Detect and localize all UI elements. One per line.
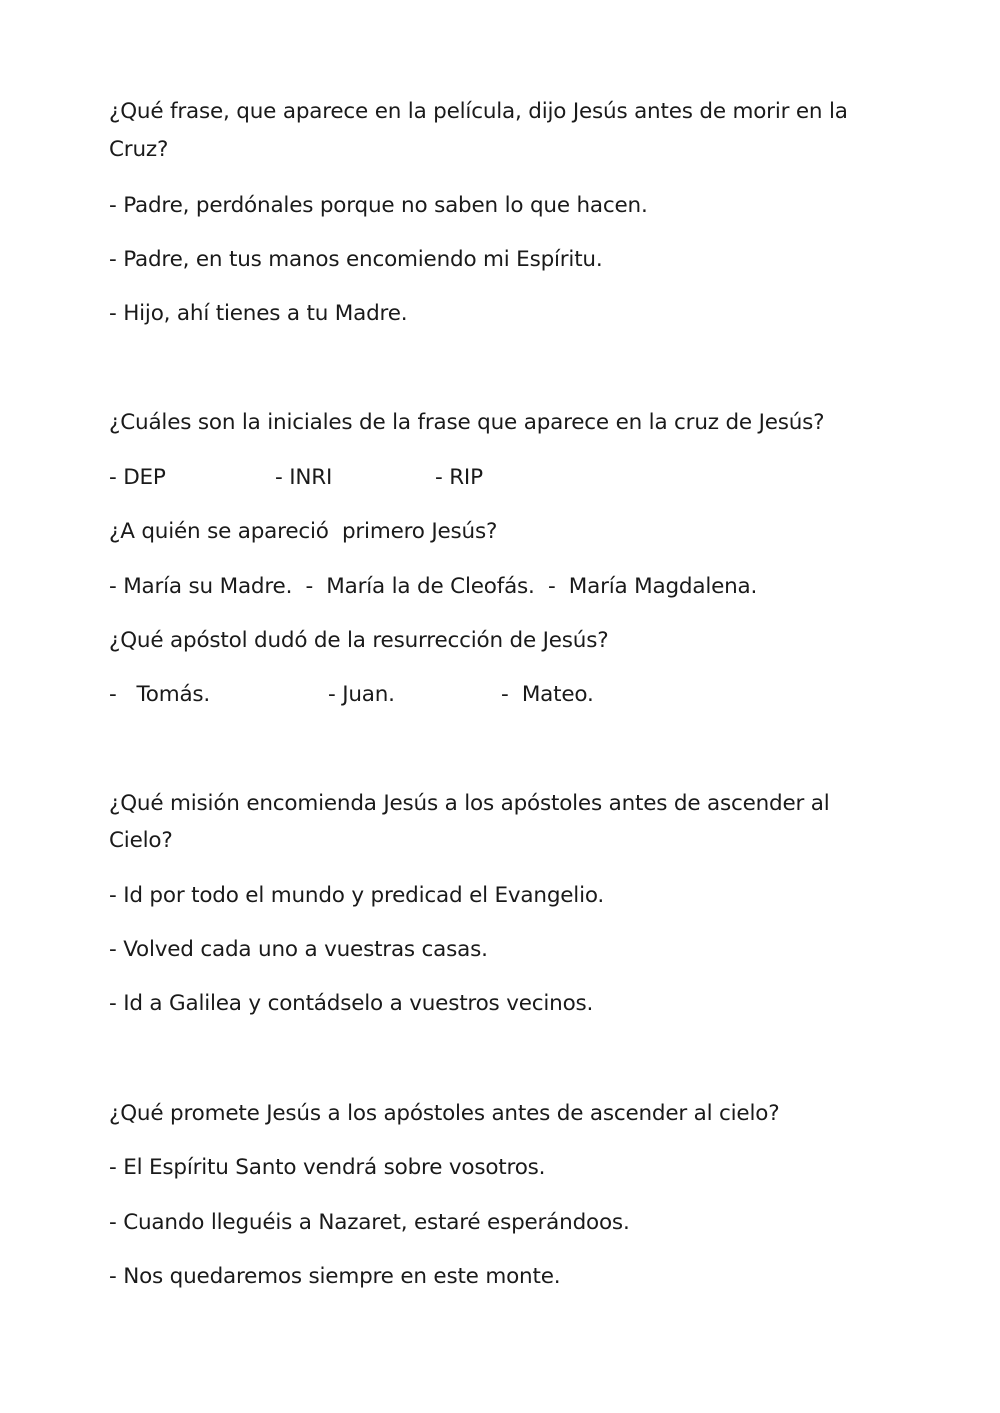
question-3-text: ¿A quién se apareció primero Jesús? [109,519,498,544]
question-2-option-1: - DEP [109,465,166,490]
question-2-option-3: - RIP [435,465,483,490]
question-1-line-2: Cruz? [109,137,169,162]
question-1-line-1: ¿Qué frase, que aparece en la película, dijo Jesús antes de morir en la [109,99,848,124]
question-1-option-2: - Padre, en tus manos encomiendo mi Espíritu. [109,247,603,272]
question-1-option-3: - Hijo, ahí tienes a tu Madre. [109,301,408,326]
question-5-line-1: ¿Qué misión encomienda Jesús a los apóstoles antes de ascender al [109,791,830,816]
question-6-option-3: - Nos quedaremos siempre en este monte. [109,1264,561,1289]
question-1-option-1: - Padre, perdónales porque no saben lo que hacen. [109,193,648,218]
question-5-option-2: - Volved cada uno a vuestras casas. [109,937,488,962]
question-4-option-3: - Mateo. [501,682,594,707]
question-5-option-3: - Id a Galilea y contádselo a vuestros vecinos. [109,991,594,1016]
question-6-text: ¿Qué promete Jesús a los apóstoles antes de ascender al cielo? [109,1101,780,1126]
question-3-options: - María su Madre. - María la de Cleofás. - María Magdalena. [109,574,758,599]
question-2-option-2: - INRI [275,465,333,490]
question-6-option-1: - El Espíritu Santo vendrá sobre vosotros. [109,1155,546,1180]
question-5-line-2: Cielo? [109,828,173,853]
question-5-option-1: - Id por todo el mundo y predicad el Evangelio. [109,883,605,908]
question-4-option-2: - Juan. [328,682,395,707]
question-4-text: ¿Qué apóstol dudó de la resurrección de Jesús? [109,628,609,653]
question-6-option-2: - Cuando lleguéis a Nazaret, estaré esperándoos. [109,1210,630,1235]
question-2-text: ¿Cuáles son la iniciales de la frase que aparece en la cruz de Jesús? [109,410,825,435]
question-4-option-1: - Tomás. [109,682,211,707]
